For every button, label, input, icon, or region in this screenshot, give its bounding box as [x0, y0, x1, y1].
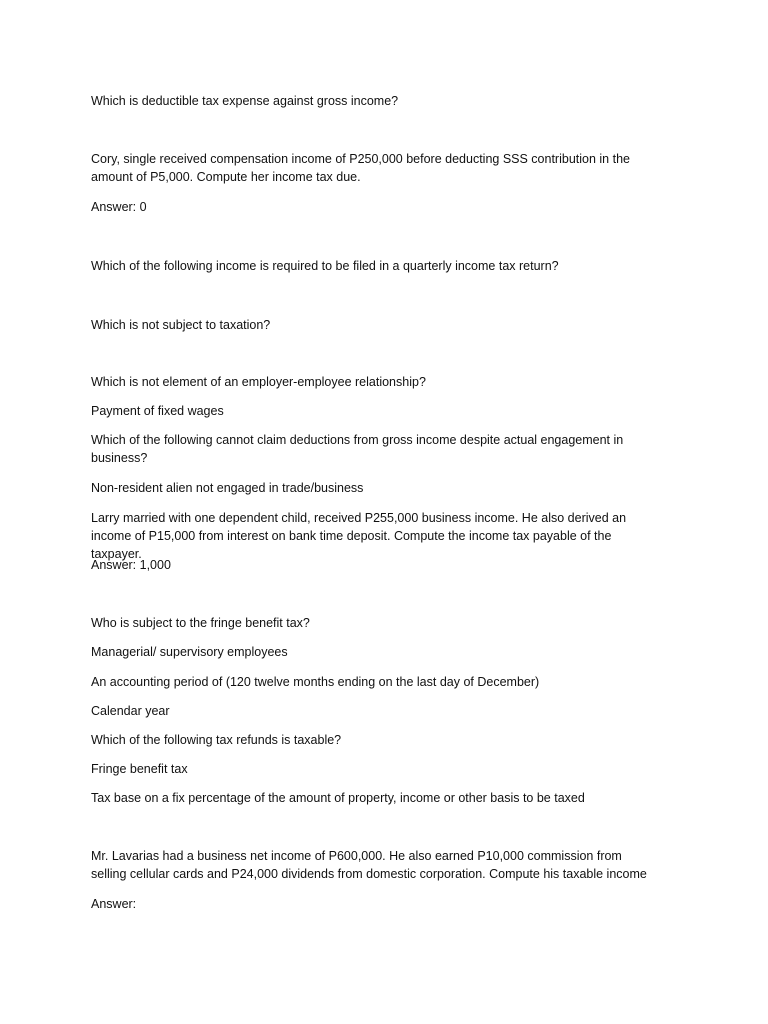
answer-text: Calendar year: [91, 704, 170, 718]
question-text: Which is not element of an employer-employee relationship?: [91, 375, 426, 389]
answer-text: Answer:: [91, 897, 137, 911]
question-text: Cory, single received compensation income of P250,000 before deducting SSS contribution in the amount of P5,000. Compute her income tax due.: [91, 152, 630, 184]
answer-text: Non-resident alien not engaged in trade/business: [91, 481, 364, 495]
answer-text: Payment of fixed wages: [91, 404, 224, 418]
question-text: Larry married with one dependent child, received P255,000 business income. He also derived an income of P15,000 from interest on bank time deposit. Compute the income tax payable of the taxpayer.: [91, 511, 627, 561]
question-text: Tax base on a fix percentage of the amount of property, income or other basis to be taxed: [91, 791, 585, 805]
question-text: Which of the following cannot claim deductions from gross income despite actual engagement in business?: [91, 433, 624, 465]
answer-text: Fringe benefit tax: [91, 762, 188, 776]
question-text: Which is deductible tax expense against gross income?: [91, 94, 399, 108]
question-text: Who is subject to the fringe benefit tax?: [91, 616, 310, 630]
question-text: Which is not subject to taxation?: [91, 318, 271, 332]
question-text: Which of the following tax refunds is taxable?: [91, 733, 342, 747]
question-text: Which of the following income is required to be filed in a quarterly income tax return?: [91, 259, 559, 273]
answer-text: Answer: 0: [91, 200, 147, 214]
question-text: Mr. Lavarias had a business net income of P600,000. He also earned P10,000 commission from selling cellular cards and P24,000 dividends from domestic corporation. Compute his taxable income: [91, 849, 647, 881]
answer-text: Managerial/ supervisory employees: [91, 645, 288, 659]
answer-text: Answer: 1,000: [91, 558, 171, 572]
question-text: An accounting period of (120 twelve months ending on the last day of December): [91, 675, 540, 689]
